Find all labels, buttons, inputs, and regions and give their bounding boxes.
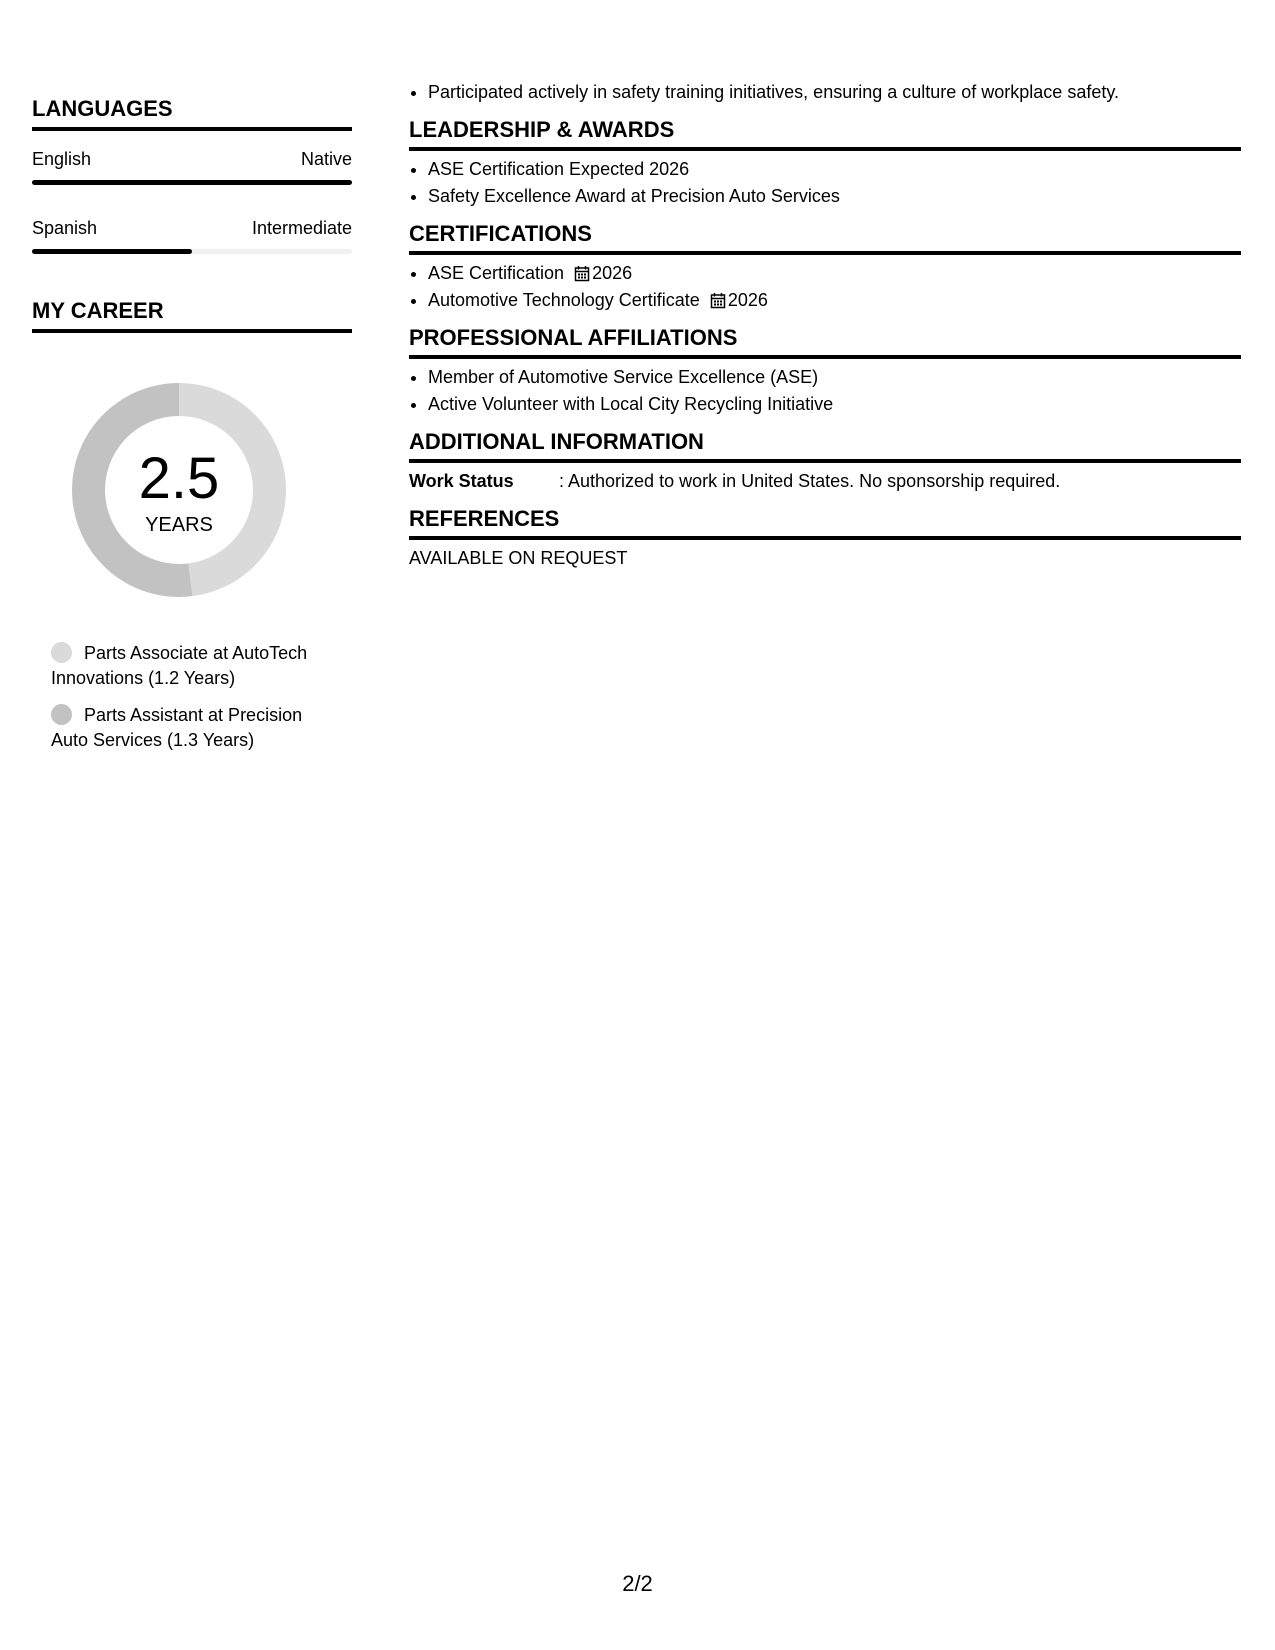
certification-name: Automotive Technology Certificate [428, 290, 700, 310]
legend-dot-icon [51, 704, 72, 725]
additional-info-heading: ADDITIONAL INFORMATION [409, 429, 1241, 463]
career-section [32, 298, 352, 753]
career-heading: MY CAREER [32, 298, 352, 333]
language-name: English [32, 149, 92, 169]
list-item: • Member of Automotive Service Excellence (ASE) [428, 364, 1241, 391]
additional-info-section [409, 429, 1241, 495]
leadership-section [409, 117, 1241, 210]
language-proficiency-fill [32, 249, 192, 254]
language-name: Spanish [32, 218, 98, 238]
experience-tail-list [409, 79, 1241, 106]
list-item: • ASE Certification Expected 2026 [428, 156, 1241, 183]
language-item-english [32, 148, 352, 185]
affiliations-section [409, 325, 1241, 418]
references-text: AVAILABLE ON REQUEST [409, 548, 628, 568]
career-legend-item [51, 641, 341, 691]
sidebar [32, 96, 352, 765]
page-number: 2/2 [622, 1571, 653, 1596]
career-total-value: 2.5 [138, 446, 220, 511]
career-total-unit: YEARS [145, 514, 213, 536]
certification-name: ASE Certification [428, 263, 565, 283]
list-item [428, 287, 1241, 314]
language-row [32, 217, 352, 239]
leadership-list [409, 156, 1241, 210]
certifications-section [409, 221, 1241, 314]
legend-dot-icon [51, 642, 72, 663]
list-item: • Active Volunteer with Local City Recycling Initiative [428, 391, 1241, 418]
career-donut-center [66, 377, 292, 603]
certification-date [574, 263, 632, 283]
language-level: Intermediate [251, 218, 352, 238]
legend-label: Parts Assistant at Precision Auto Services (1.3 Years) [51, 705, 303, 750]
references-section [409, 506, 1241, 572]
list-item [428, 260, 1241, 287]
legend-label: Parts Associate at AutoTech Innovations (1.2 Years) [51, 643, 308, 688]
list-item: • Safety Excellence Award at Precision Auto Services [428, 183, 1241, 210]
certifications-heading: CERTIFICATIONS [409, 221, 1241, 255]
work-status-value: : Authorized to work in United States. No sponsorship required. [559, 471, 1061, 491]
work-status-row [409, 468, 1241, 495]
career-legend-item [51, 703, 341, 753]
calendar-icon [710, 292, 726, 309]
language-proficiency-bar [32, 249, 352, 254]
leadership-heading: LEADERSHIP & AWARDS [409, 117, 1241, 151]
language-level: Native [300, 149, 352, 169]
career-legend [51, 641, 341, 753]
work-status-label: Work Status [409, 471, 514, 491]
language-proficiency-fill [32, 180, 352, 185]
languages-section [32, 96, 352, 254]
certification-year: 2026 [592, 263, 633, 283]
calendar-icon [574, 265, 590, 282]
career-donut-chart [66, 377, 292, 603]
language-row [32, 148, 352, 170]
affiliations-heading: PROFESSIONAL AFFILIATIONS [409, 325, 1241, 359]
certification-date [710, 290, 768, 310]
certification-year: 2026 [727, 290, 768, 310]
list-item: • Participated actively in safety training initiatives, ensuring a culture of workplace safety. [428, 79, 1241, 106]
affiliations-list [409, 364, 1241, 418]
main-content [409, 79, 1241, 572]
references-heading: REFERENCES [409, 506, 1241, 540]
language-item-spanish [32, 217, 352, 254]
language-proficiency-bar [32, 180, 352, 185]
certifications-list [409, 260, 1241, 314]
languages-list [32, 148, 352, 254]
languages-heading: LANGUAGES [32, 96, 352, 131]
